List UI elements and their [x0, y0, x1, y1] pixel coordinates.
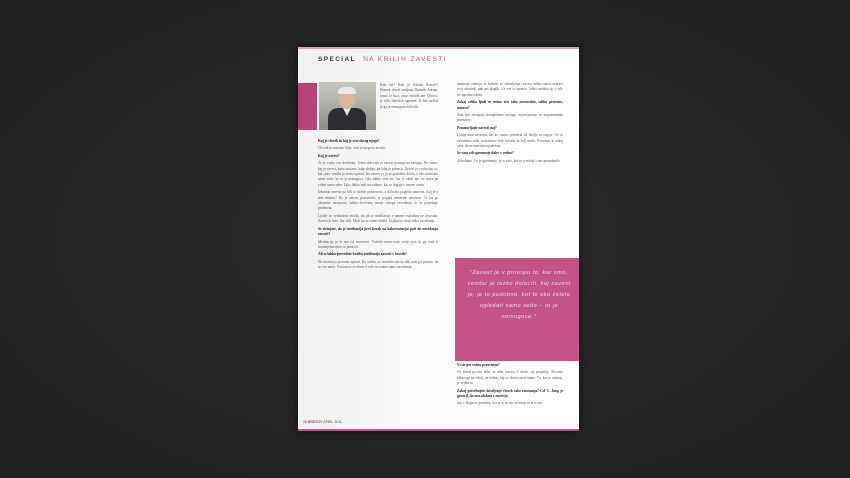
body-paragraph: Clovek je sorocno bitje, svet je njegovo zrcalo.: [318, 146, 386, 151]
body-paragraph: razmerje zdravja in bolezni je zdravljenje, zavest lahko sama ozdravi svoj obcutek, tudi pri drugih. Ce vse to opazite, lahko meditacijo v telo ter ugodno zdravi.: [457, 82, 563, 97]
intro-text: [380, 83, 438, 112]
page-header: [318, 56, 447, 63]
body-paragraph: Ta je vsako vse definirati. Temu doloceju je zavest pomagi na okvagu. Ne vemo, kaj je zavest, kako nastane, kako deluje, ga kdaj je prinesti. Zavest je v principu to, kar smo, vendar jo tezko opisati, kot zavest je, je to podobno, kot bi o oko ozkusalo samo sebe, ko to je nemogoce. Oko lahko vidi vse, kar je okoli nje, ne more pa videti samo sebe. Tako lahko tudi mi vidimo, kaj se dogaja v nasem svetu.: [318, 161, 438, 187]
magazine-page: [298, 47, 579, 431]
interview-question: Vi ste pri vedno pozornejsi?: [457, 363, 500, 367]
interview-question: Zakaj potrebujete doseljenje clovek tako zarezanja? Cel C. Jung je govoril, da smo obdani z zavestjo.: [457, 388, 563, 399]
body-paragraph: Meditacija je le ena od moznosti. Vsakdo mora najti svojo pot, ki ga vodi k notranjemu miru in jasnosti.: [318, 239, 438, 249]
interview-question: Se strinjate, da je meditacija prvi korak na kakovostnejse poti do zavedanja zavesti?: [318, 226, 438, 237]
interview-question: Zakaj veliko ljudi se vedno zivi tako nezavedno, toliko pretesno, naravo?: [457, 100, 563, 110]
interview-question: Ponazorljajte zavesti naj?: [457, 125, 497, 130]
accent-bar: [298, 83, 317, 130]
pull-quote: [455, 258, 579, 361]
body-paragraph: Izkusnja zavesti pa seli iz doline pozornosti, z dolocila pogledo naravne. Kaj je s tem mislim? Ko je zavest pozornosti, je pogled usmerjen navzven. Ce pa ga obrnemo navznoter, lahko dozivimo stanje cistega zavedanja, ki ne potrebuje predmeta.: [318, 190, 438, 211]
interview-question: Se vam zdi spremenje dalec v vedno?: [457, 151, 514, 156]
interview-question: Kaj je clovek in kaj je svet okrog njega?: [318, 139, 380, 143]
body-paragraph: Ne morem jo povsem opisati. Ko sedim, se osredotocim na dih, nato pa pustim, da se vse umiri. Pozornost se obrne k sebi in ostane samo zavedanje.: [318, 259, 438, 270]
page-footer: [303, 420, 342, 424]
top-rule: [298, 47, 579, 49]
intro-paragraph: Kdo ste? Kdo je Adrian Kouzle? Homek sluvel otrdjena Dunaaft Adrian, zmno to bizt, cetus nelnde nur Ghosot, je telki bdivlielt ugoeine. Je bus sarlkd je ga je nemogutn dolocile.: [380, 83, 438, 109]
header-section: NA KRILIH ZAVESTI: [363, 56, 447, 63]
right-column: [457, 82, 563, 262]
magazine-name: BREZOV: [307, 420, 323, 424]
body-paragraph: Ljudje so velikokrat mislili, da jih je meditacija v nasem vsakdanu ne resevala. Zavest je tisto, kar vidi. Misli pa so samo oblaki, ki plujejo skozi nebo zavedanja.: [318, 213, 438, 224]
interview-question: Ali se lahko prevedete kratko meditacijo zavesti v besede?: [318, 252, 407, 257]
body-paragraph: Ne zbiral pa mir dobi, se seba /zavest V niche, saj prijatelju. Ko sem zdravega za seboj, ne vidim, kaj se skriva pred mano. To, kar je znotraj, je vedno tu.: [457, 370, 563, 386]
body-paragraph: Ljudje niso zavestni, ker so vsamo primerni od okolja in vzgoje. Ce se zavedamo sebe, postanemo bolj celoviti in bolj mirni. Potrebno je nekaj casa, da se naucimo opazovati.: [457, 133, 563, 149]
left-column: [318, 137, 438, 431]
issue-date: APRIL 2011: [323, 420, 342, 424]
body-paragraph: Jun v Rogu se gravitira, kot je to ta vse od zmaz in je to res.: [457, 401, 543, 406]
body-paragraph: Zato ker obstajajo kompleksne razloge, najverjetneje so nepomembne predstave.: [457, 113, 563, 123]
body-paragraph: Absolutno. Ce je spremenje, je to zato, ker se je nekaj v nas premaknilo.: [457, 158, 561, 163]
interview-question: Kaj je zavest?: [318, 153, 340, 158]
header-special: SPECIAL: [318, 56, 356, 63]
page-number: 26: [303, 420, 307, 424]
portrait-photo: [319, 82, 376, 130]
right-column-lower: [457, 361, 563, 431]
pull-quote-text: "Zavest je v principu to, kar smo, vendar je tezko dolociti, kaj zavest je, je to podobno, kot bi oko zelelo ogledati samo sebe – to je nemogoce.": [467, 270, 571, 320]
bottom-rule: [298, 429, 579, 431]
